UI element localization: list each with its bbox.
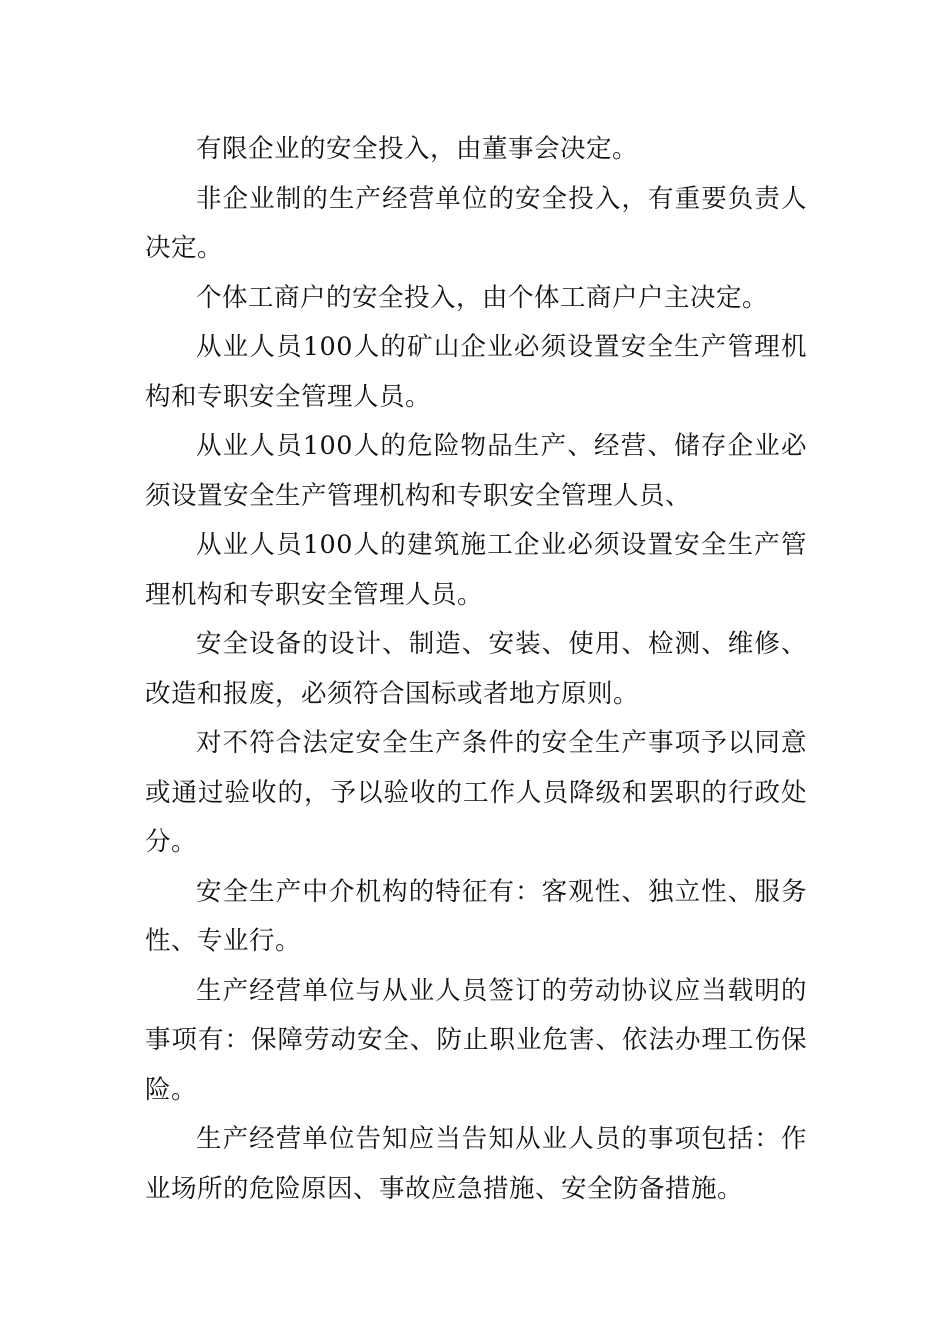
- paragraph: 对不符合法定安全生产条件的安全生产事项予以同意或通过验收的，予以验收的工作人员降级和罢职的行政处分。: [145, 728, 807, 857]
- paragraph: 安全设备的设计、制造、安装、使用、检测、维修、改造和报废，必须符合国标或者地方原则。: [145, 629, 807, 709]
- document-body: [145, 125, 807, 1214]
- paragraph: 非企业制的生产经营单位的安全投入，有重要负责人决定。: [145, 183, 807, 263]
- paragraph: 生产经营单位与从业人员签订的劳动协议应当载明的事项有：保障劳动安全、防止职业危害、依法办理工伤保险。: [145, 975, 807, 1105]
- paragraph: 安全生产中介机构的特征有：客观性、独立性、服务性、专业行。: [145, 876, 807, 956]
- paragraph: 从业人员100人的矿山企业必须设置安全生产管理机构和专职安全管理人员。: [145, 332, 807, 412]
- paragraph: 生产经营单位告知应当告知从业人员的事项包括：作业场所的危险原因、事故应急措施、安全防备措施。: [145, 1124, 807, 1204]
- paragraph: 个体工商户的安全投入，由个体工商户户主决定。: [196, 282, 769, 313]
- paragraph: 从业人员100人的建筑施工企业必须设置安全生产管理机构和专职安全管理人员。: [145, 530, 807, 610]
- paragraph: 有限企业的安全投入，由董事会决定。: [196, 134, 639, 164]
- paragraph: 从业人员100人的危险物品生产、经营、储存企业必须设置安全生产管理机构和专职安全管理人员、: [145, 431, 807, 511]
